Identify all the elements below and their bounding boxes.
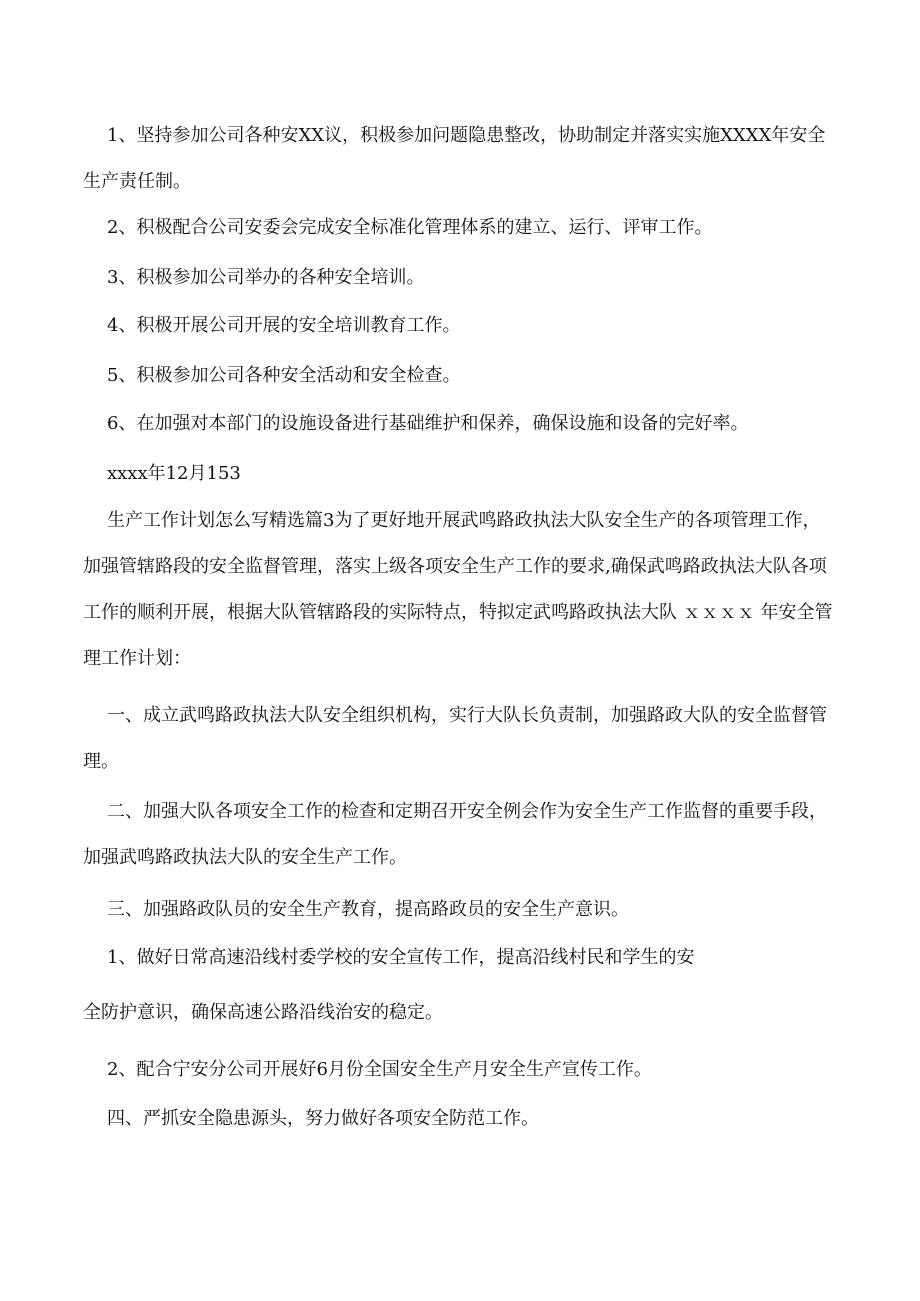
section-three: 三、加强路政队员的安全生产教育，提高路政员的安全生产意识。	[107, 899, 629, 920]
paragraph-3: 3、积极参加公司举办的各种安全培训。	[107, 267, 425, 288]
item-1-continued: 全防护意识，确保高速公路沿线治安的稳定。	[83, 1002, 443, 1023]
paragraph-5: 5、积极参加公司各种安全活动和安全检查。	[107, 365, 461, 386]
paragraph-6: 6、在加强对本部门的设施设备进行基础维护和保养，确保设施和设备的完好率。	[107, 413, 749, 434]
item-1: 1、做好日常高速沿线村委学校的安全宣传工作，提高沿线村民和学生的安	[107, 947, 695, 968]
item-2: 2、配合宁安分公司开展好6月份全国安全生产月安全生产宣传工作。	[107, 1059, 652, 1080]
paragraph-1: 1、坚持参加公司各种安XX议，积极参加问题隐患整改，协助制定并落实实施XXXX年安全生产责任制。	[83, 125, 826, 192]
paragraph-2: 2、积极配合公司安委会完成安全标准化管理体系的建立、运行、评审工作。	[107, 217, 713, 238]
paragraph-intro: 生产工作计划怎么写精选篇3为了更好地开展武鸣路政执法大队安全生产的各项管理工作，加强管辖路段的安全监督管理，落实上级各项安全生产工作的要求,确保武鸣路政执法大队各项工作的顺利开展，根据大队管辖路段的实际特点，特拟定武鸣路政执法大队 ｘｘｘｘ 年安全管理工作计划：	[83, 510, 833, 669]
paragraph-4: 4、积极开展公司开展的安全培训教育工作。	[107, 315, 461, 336]
section-four: 四、严抓安全隐患源头，努力做好各项安全防范工作。	[107, 1108, 539, 1129]
date-line: xxxx年12月153	[107, 463, 241, 484]
section-one: 一、成立武鸣路政执法大队安全组织机构，实行大队长负责制，加强路政大队的安全监督管理。	[83, 705, 827, 772]
section-two: 二、加强大队各项安全工作的检查和定期召开安全例会作为安全生产工作监督的重要手段，加强武鸣路政执法大队的安全生产工作。	[83, 801, 827, 868]
